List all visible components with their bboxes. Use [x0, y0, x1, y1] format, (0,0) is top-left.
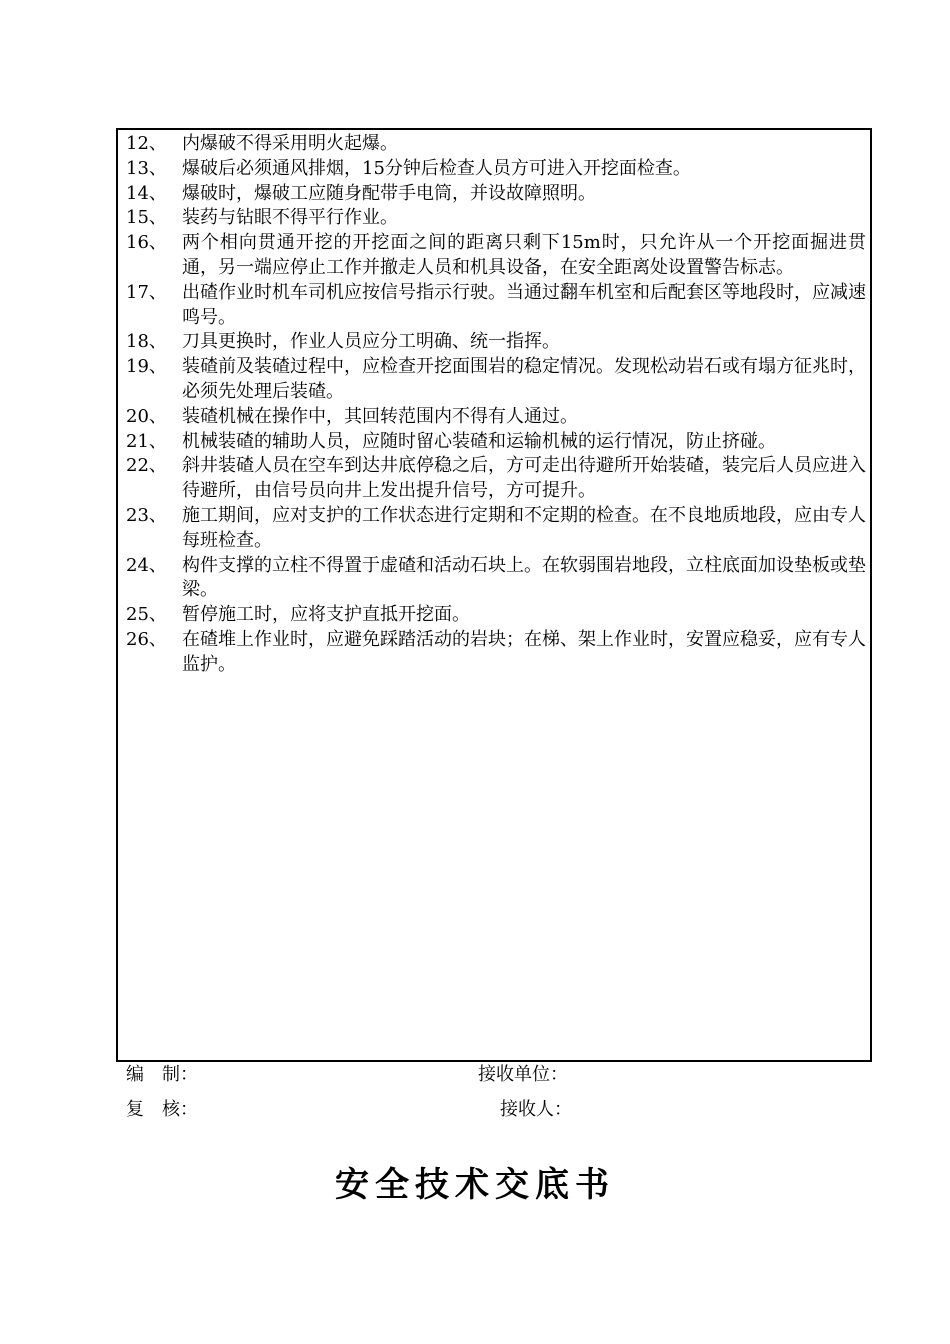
- receiving-unit-label: 接收单位：: [478, 1064, 568, 1085]
- item-text: 内爆破不得采用明火起爆。: [182, 133, 398, 154]
- item-text: 装药与钻眼不得平行作业。: [182, 207, 398, 229]
- document-title: 安全技术交底书: [335, 1165, 615, 1205]
- item-text: 装碴机械在操作中，其回转范围内不得有人通过。: [182, 405, 578, 427]
- list-item: [126, 603, 866, 628]
- item-text: 出碴作业时机车司机应按信号指示行驶。当通过翻车机室和后配套区等地段时，应减速鸣号。: [182, 281, 866, 328]
- list-item: [126, 231, 866, 281]
- item-number: 16、: [126, 232, 167, 254]
- item-text: 暂停施工时，应将支护直抵开挖面。: [182, 604, 470, 626]
- item-number: 18、: [126, 331, 167, 353]
- item-list: [126, 132, 866, 678]
- item-number: 15、: [126, 207, 167, 229]
- item-number: 14、: [126, 182, 167, 204]
- list-item: [126, 504, 866, 554]
- item-number: 24、: [126, 554, 167, 576]
- item-number: 21、: [126, 430, 167, 452]
- item-text: 机械装碴的辅助人员，应随时留心装碴和运输机械的运行情况，防止挤碰。: [182, 430, 776, 452]
- list-item: [126, 182, 866, 207]
- item-text: 构件支撑的立柱不得置于虚碴和活动石块上。在软弱围岩地段，立柱底面加设垫板或垫梁。: [182, 554, 866, 601]
- item-text: 施工期间，应对支护的工作状态进行定期和不定期的检查。在不良地质地段，应由专人每班检查。: [182, 504, 866, 551]
- compiled-by-label: 编 制：: [126, 1064, 198, 1085]
- reviewed-by-label: 复 核：: [126, 1099, 198, 1120]
- item-number: 12、: [126, 133, 167, 154]
- item-text: 爆破后必须通风排烟，15分钟后检查人员方可进入开挖面检查。: [182, 157, 691, 179]
- item-text: 装碴前及装碴过程中，应检查开挖面围岩的稳定情况。发现松动岩石或有塌方征兆时，必须先处理后装碴。: [182, 356, 866, 402]
- item-text: 斜井装碴人员在空车到达井底停稳之后，方可走出待避所开始装碴，装完后人员应进入待避所，由信号员向井上发出提升信号，方可提升。: [182, 455, 866, 502]
- list-item: [126, 281, 866, 331]
- content-box: [116, 128, 872, 1062]
- list-item: [126, 405, 866, 430]
- list-item: [126, 132, 866, 157]
- item-number: 17、: [126, 281, 167, 303]
- item-number: 23、: [126, 504, 167, 526]
- list-item: [126, 628, 866, 678]
- receiver-label: 接收人：: [500, 1099, 572, 1120]
- item-number: 22、: [126, 455, 167, 477]
- list-item: [126, 430, 866, 455]
- item-number: 25、: [126, 604, 167, 626]
- list-item: [126, 355, 866, 405]
- item-number: 20、: [126, 405, 167, 427]
- list-item: [126, 554, 866, 604]
- item-text: 两个相向贯通开挖的开挖面之间的距离只剩下15m时，只允许从一个开挖面掘进贯通，另一端应停止工作并撤走人员和机具设备，在安全距离处设置警告标志。: [182, 232, 866, 278]
- list-item: [126, 330, 866, 355]
- list-item: [126, 454, 866, 504]
- item-text: 刀具更换时，作业人员应分工明确、统一指挥。: [182, 331, 560, 353]
- list-item: [126, 206, 866, 231]
- item-text: 在碴堆上作业时，应避免踩踏活动的岩块；在梯、架上作业时，安置应稳妥，应有专人监护。: [182, 628, 866, 675]
- item-number: 13、: [126, 157, 167, 179]
- item-number: 19、: [126, 356, 167, 378]
- item-number: 26、: [126, 628, 167, 650]
- item-text: 爆破时，爆破工应随身配带手电筒，并设故障照明。: [182, 182, 596, 204]
- list-item: [126, 157, 866, 182]
